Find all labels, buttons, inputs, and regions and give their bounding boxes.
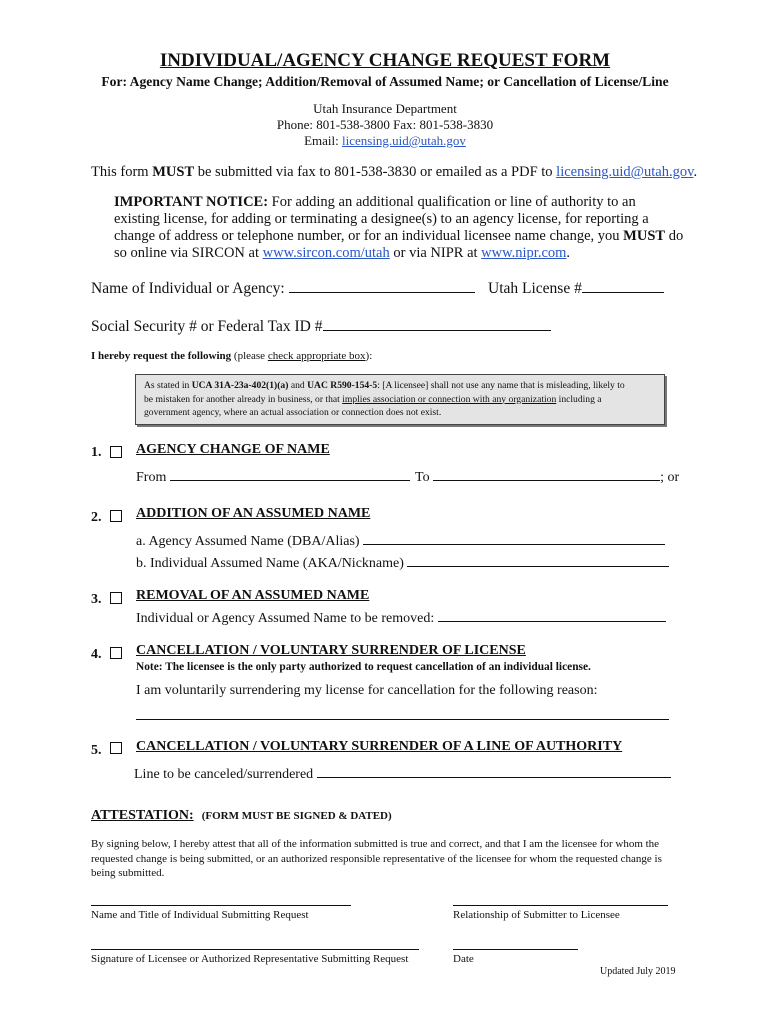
section5-label: Line to be canceled/surrendered	[134, 767, 314, 782]
request-paren-open: (please	[231, 350, 268, 362]
attestation-line1: By signing below, I hereby attest that all of the information submitted is true and correct, and that I am the licensee for whom the	[91, 838, 660, 850]
section5-heading: CANCELLATION / VOLUNTARY SURRENDER OF A LINE OF AUTHORITY	[136, 739, 623, 754]
section5-checkbox[interactable]	[110, 742, 122, 754]
important-line4a: so online via SIRCON at	[114, 245, 263, 261]
notice-uca: UCA 31A-23a-402(1)(a)	[191, 380, 289, 391]
request-paren-close: ):	[365, 350, 373, 362]
statute-notice-box	[135, 374, 665, 425]
license-field-row	[488, 278, 664, 298]
notice-implies: implies association or connection with any organization	[342, 393, 557, 405]
submit-notice-end: .	[693, 164, 698, 180]
ssn-field-row	[91, 316, 551, 336]
important-line1: For adding an additional qualification or line of authority to an	[268, 194, 636, 210]
important-label: IMPORTANT NOTICE:	[114, 194, 269, 210]
date-line[interactable]	[453, 949, 578, 950]
section5-line[interactable]	[317, 763, 671, 778]
important-line4b: or via NIPR at	[389, 245, 482, 261]
section5-number: 5.	[91, 743, 102, 758]
email-link[interactable]: licensing.uid@utah.gov	[342, 133, 466, 148]
attestation-heading: ATTESTATION:	[91, 808, 194, 823]
name-field-row	[91, 278, 475, 298]
sircon-link[interactable]: www.sircon.com/utah	[262, 245, 390, 261]
important-line3b: do	[665, 228, 684, 244]
section1-to-line[interactable]	[433, 466, 660, 481]
form-title: INDIVIDUAL/AGENCY CHANGE REQUEST FORM	[159, 50, 611, 71]
section4-note: Note: The licensee is the only party authorized to request cancellation of an individual license.	[136, 661, 591, 673]
submit-notice-must: MUST	[152, 164, 195, 180]
section4-reason-line[interactable]	[136, 719, 669, 720]
section5-row	[134, 763, 671, 783]
date-label: Date	[453, 953, 474, 965]
section2-number: 2.	[91, 510, 102, 525]
section1-to-label: To	[415, 470, 430, 485]
section3-line[interactable]	[438, 607, 666, 622]
updated-date: Updated July 2019	[600, 966, 676, 977]
section1-to-row	[415, 466, 679, 486]
section2-b-label: b. Individual Assumed Name (AKA/Nickname)	[136, 556, 404, 571]
section4-checkbox[interactable]	[110, 647, 122, 659]
attestation-heading-row	[91, 806, 392, 824]
section4-reason-label: I am voluntarily surrendering my license for cancellation for the following reason:	[136, 683, 598, 698]
ssn-label: Social Security # or Federal Tax ID #	[91, 318, 323, 335]
section2-checkbox[interactable]	[110, 510, 122, 522]
section1-number: 1.	[91, 445, 102, 460]
notice-pre: As stated in	[144, 380, 192, 391]
submit-notice	[91, 164, 697, 181]
submit-notice-pre: This form	[91, 164, 153, 180]
section4-number: 4.	[91, 647, 102, 662]
section1-or: ; or	[660, 470, 680, 485]
license-input-line[interactable]	[582, 278, 664, 293]
nipr-link[interactable]: www.nipr.com	[481, 245, 567, 261]
relationship-sign-line[interactable]	[453, 905, 668, 906]
form-subtitle: For: Agency Name Change; Addition/Removal of Assumed Name; or Cancellation of License/Line	[101, 74, 669, 89]
section2-b-row	[136, 552, 669, 572]
license-label: Utah License #	[488, 280, 582, 297]
section3-heading: REMOVAL OF AN ASSUMED NAME	[136, 588, 370, 603]
section1-from-label: From	[136, 470, 167, 485]
notice-text1: : [A licensee] shall not use any name that is misleading, likely to	[377, 380, 625, 391]
important-line4c: .	[566, 245, 571, 261]
section1-from-row	[136, 466, 410, 486]
section2-a-label: a. Agency Assumed Name (DBA/Alias)	[136, 534, 360, 549]
request-line	[91, 350, 372, 362]
department-name: Utah Insurance Department	[313, 101, 457, 116]
attestation-line2: requested change is being submitted, or an authorized responsible representative of the licensee for whom the requested change is	[91, 852, 662, 865]
submit-notice-mid: be submitted via fax to 801-538-3830 or emailed as a PDF to	[194, 164, 557, 180]
section1-from-line[interactable]	[170, 466, 410, 481]
notice-and: and	[288, 380, 308, 391]
notice-uac: UAC R590-154-5	[307, 380, 378, 391]
name-label: Name of Individual or Agency:	[91, 280, 285, 297]
contact-email	[0, 133, 770, 149]
ssn-input-line[interactable]	[323, 316, 551, 331]
section3-label: Individual or Agency Assumed Name to be removed:	[136, 611, 435, 626]
important-notice	[114, 194, 683, 262]
section3-checkbox[interactable]	[110, 592, 122, 604]
attestation-text	[91, 837, 662, 881]
notice-text2a: be mistaken for another already in business, or that	[144, 393, 343, 405]
notice-text2b: including a	[556, 393, 602, 405]
section2-a-line[interactable]	[363, 530, 665, 545]
important-line2: existing license, for adding or terminating a designee(s) to an agency license, for reporting a	[114, 211, 649, 227]
section1-heading: AGENCY CHANGE OF NAME	[136, 442, 330, 457]
name-input-line[interactable]	[289, 278, 475, 293]
section1-checkbox[interactable]	[110, 446, 122, 458]
section3-row	[136, 607, 666, 627]
important-must: MUST	[623, 228, 666, 244]
section2-a-row	[136, 530, 665, 550]
important-line3a: change of address or telephone number, or for an individual licensee name change, you	[114, 228, 624, 244]
section2-b-line[interactable]	[407, 552, 669, 567]
signature-label: Signature of Licensee or Authorized Representative Submitting Request	[91, 953, 409, 965]
signature-line[interactable]	[91, 949, 419, 950]
submit-email-link[interactable]: licensing.uid@utah.gov	[556, 164, 694, 180]
section3-number: 3.	[91, 592, 102, 607]
email-label: Email:	[304, 133, 342, 148]
attestation-sub: (FORM MUST BE SIGNED & DATED)	[201, 810, 392, 822]
section4-heading: CANCELLATION / VOLUNTARY SURRENDER OF LICENSE	[136, 643, 526, 658]
request-check: check appropriate box	[267, 350, 366, 362]
section2-heading: ADDITION OF AN ASSUMED NAME	[136, 506, 371, 521]
attestation-line3: being submitted.	[91, 867, 165, 879]
relationship-label: Relationship of Submitter to Licensee	[453, 909, 620, 921]
notice-text3: government agency, where an actual association or connection does not exist.	[144, 407, 442, 418]
request-bold: I hereby request the following	[91, 350, 232, 362]
contact-phone: Phone: 801-538-3800 Fax: 801-538-3830	[276, 117, 494, 132]
name-title-label: Name and Title of Individual Submitting Request	[91, 909, 309, 921]
name-title-sign-line[interactable]	[91, 905, 351, 906]
